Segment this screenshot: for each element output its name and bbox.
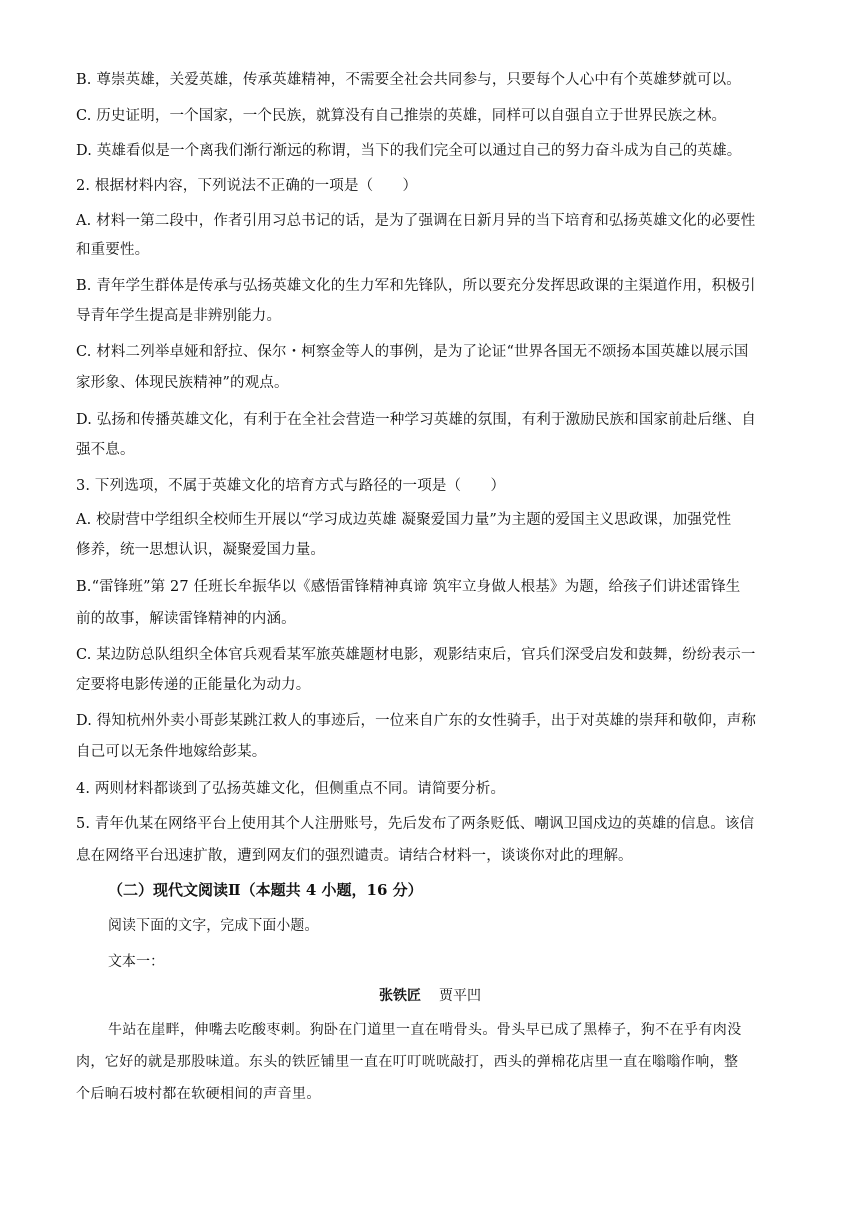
- q3-option-a-line1: A. 校尉营中学组织全校师生开展以“学习成边英雄 凝聚爱国力量”为主题的爱国主义思政课，加强党性: [76, 512, 732, 528]
- q3-option-c-line2: 定要将电影传递的正能量化为动力。: [76, 677, 311, 693]
- article-heading: [0, 986, 860, 1006]
- article-paragraph-line1: 牛站在崖畔，伸嘴去吃酸枣刺。狗卧在门道里一直在啃骨头。骨头早已成了黑棒子，狗不在乎有肉没: [108, 1022, 742, 1038]
- q2-option-c-line2: 家形象、体现民族精神”的观点。: [76, 375, 289, 391]
- reading-instruction: 阅读下面的文字，完成下面小题。: [108, 918, 319, 934]
- q2-option-b-line1: B. 青年学生群体是传承与弘扬英雄文化的生力军和先锋队，所以要充分发挥思政课的主渠道作用，积极引: [76, 278, 756, 294]
- q3-stem: 3. 下列选项，不属于英雄文化的培育方式与路径的一项是（ ）: [76, 478, 506, 494]
- q1-option-c: C. 历史证明，一个国家，一个民族，就算没有自己推崇的英雄，同样可以自强自立于世界民族之林。: [76, 108, 727, 124]
- article-paragraph-line2: 肉，它好的就是那股味道。东头的铁匠铺里一直在叮叮咣咣敲打，西头的弹棉花店里一直在嗡嗡作响，整: [76, 1054, 739, 1070]
- q1-option-d: D. 英雄看似是一个离我们渐行渐远的称谓，当下的我们完全可以通过自己的努力奋斗成为自己的英雄。: [76, 143, 742, 159]
- q2-option-d-line2: 强不息。: [76, 442, 135, 458]
- q3-option-b-line1: B.“雷锋班”第 27 任班长牟振华以《感悟雷锋精神真谛 筑牢立身做人根基》为题，给孩子们讲述雷锋生: [76, 579, 741, 595]
- q5-line2: 息在网络平台迅速扩散，遭到网友们的强烈谴责。请结合材料一，谈谈你对此的理解。: [76, 848, 633, 864]
- q3-option-b-line2: 前的故事，解读雷锋精神的内涵。: [76, 611, 296, 627]
- text-label: 文本一：: [108, 954, 165, 970]
- q3-option-c-line1: C. 某边防总队组织全体官兵观看某军旅英雄题材电影，观影结束后，官兵们深受启发和鼓舞，纷纷表示一: [76, 647, 756, 663]
- q2-option-a-line1: A. 材料一第二段中，作者引用习总书记的话，是为了强调在日新月异的当下培育和弘扬英雄文化的必要性: [76, 213, 756, 229]
- q5-line1: 5. 青年仇某在网络平台上使用其个人注册账号，先后发布了两条贬低、嘲讽卫国戍边的英雄的信息。该信: [76, 816, 755, 832]
- article-author: 贾平凹: [439, 988, 481, 1004]
- q2-option-c-line1: C. 材料二列举卓娅和舒拉、保尔・柯察金等人的事例，是为了论证“世界各国无不颂扬本国英雄以展示国: [76, 344, 749, 360]
- q2-option-b-line2: 导青年学生提高是非辨别能力。: [76, 308, 282, 324]
- section-title: （二）现代文阅读Ⅱ（本题共 4 小题，16 分）: [108, 881, 423, 899]
- article-title: 张铁匠: [379, 988, 421, 1004]
- q4-stem: 4. 两则材料都谈到了弘扬英雄文化，但侧重点不同。请简要分析。: [76, 781, 506, 797]
- q2-option-d-line1: D. 弘扬和传播英雄文化，有利于在全社会营造一种学习英雄的氛围，有利于激励民族和国家前赴后继、自: [76, 412, 757, 428]
- article-paragraph-line3: 个后晌石坡村都在软硬相间的声音里。: [76, 1086, 321, 1102]
- q2-option-a-line2: 和重要性。: [76, 242, 150, 258]
- q3-option-d-line1: D. 得知杭州外卖小哥彭某跳江救人的事迹后，一位来自广东的女性骑手，出于对英雄的崇拜和敬仰，声称: [76, 713, 757, 729]
- q1-option-b: B. 尊崇英雄，关爱英雄，传承英雄精神，不需要全社会共同参与，只要每个人心中有个英雄梦就可以。: [76, 72, 741, 88]
- q3-option-a-line2: 修养，统一思想认识，凝聚爱国力量。: [76, 542, 326, 558]
- q2-stem: 2. 根据材料内容，下列说法不正确的一项是（ ）: [76, 178, 418, 194]
- q3-option-d-line2: 自己可以无条件地嫁给彭某。: [76, 744, 267, 760]
